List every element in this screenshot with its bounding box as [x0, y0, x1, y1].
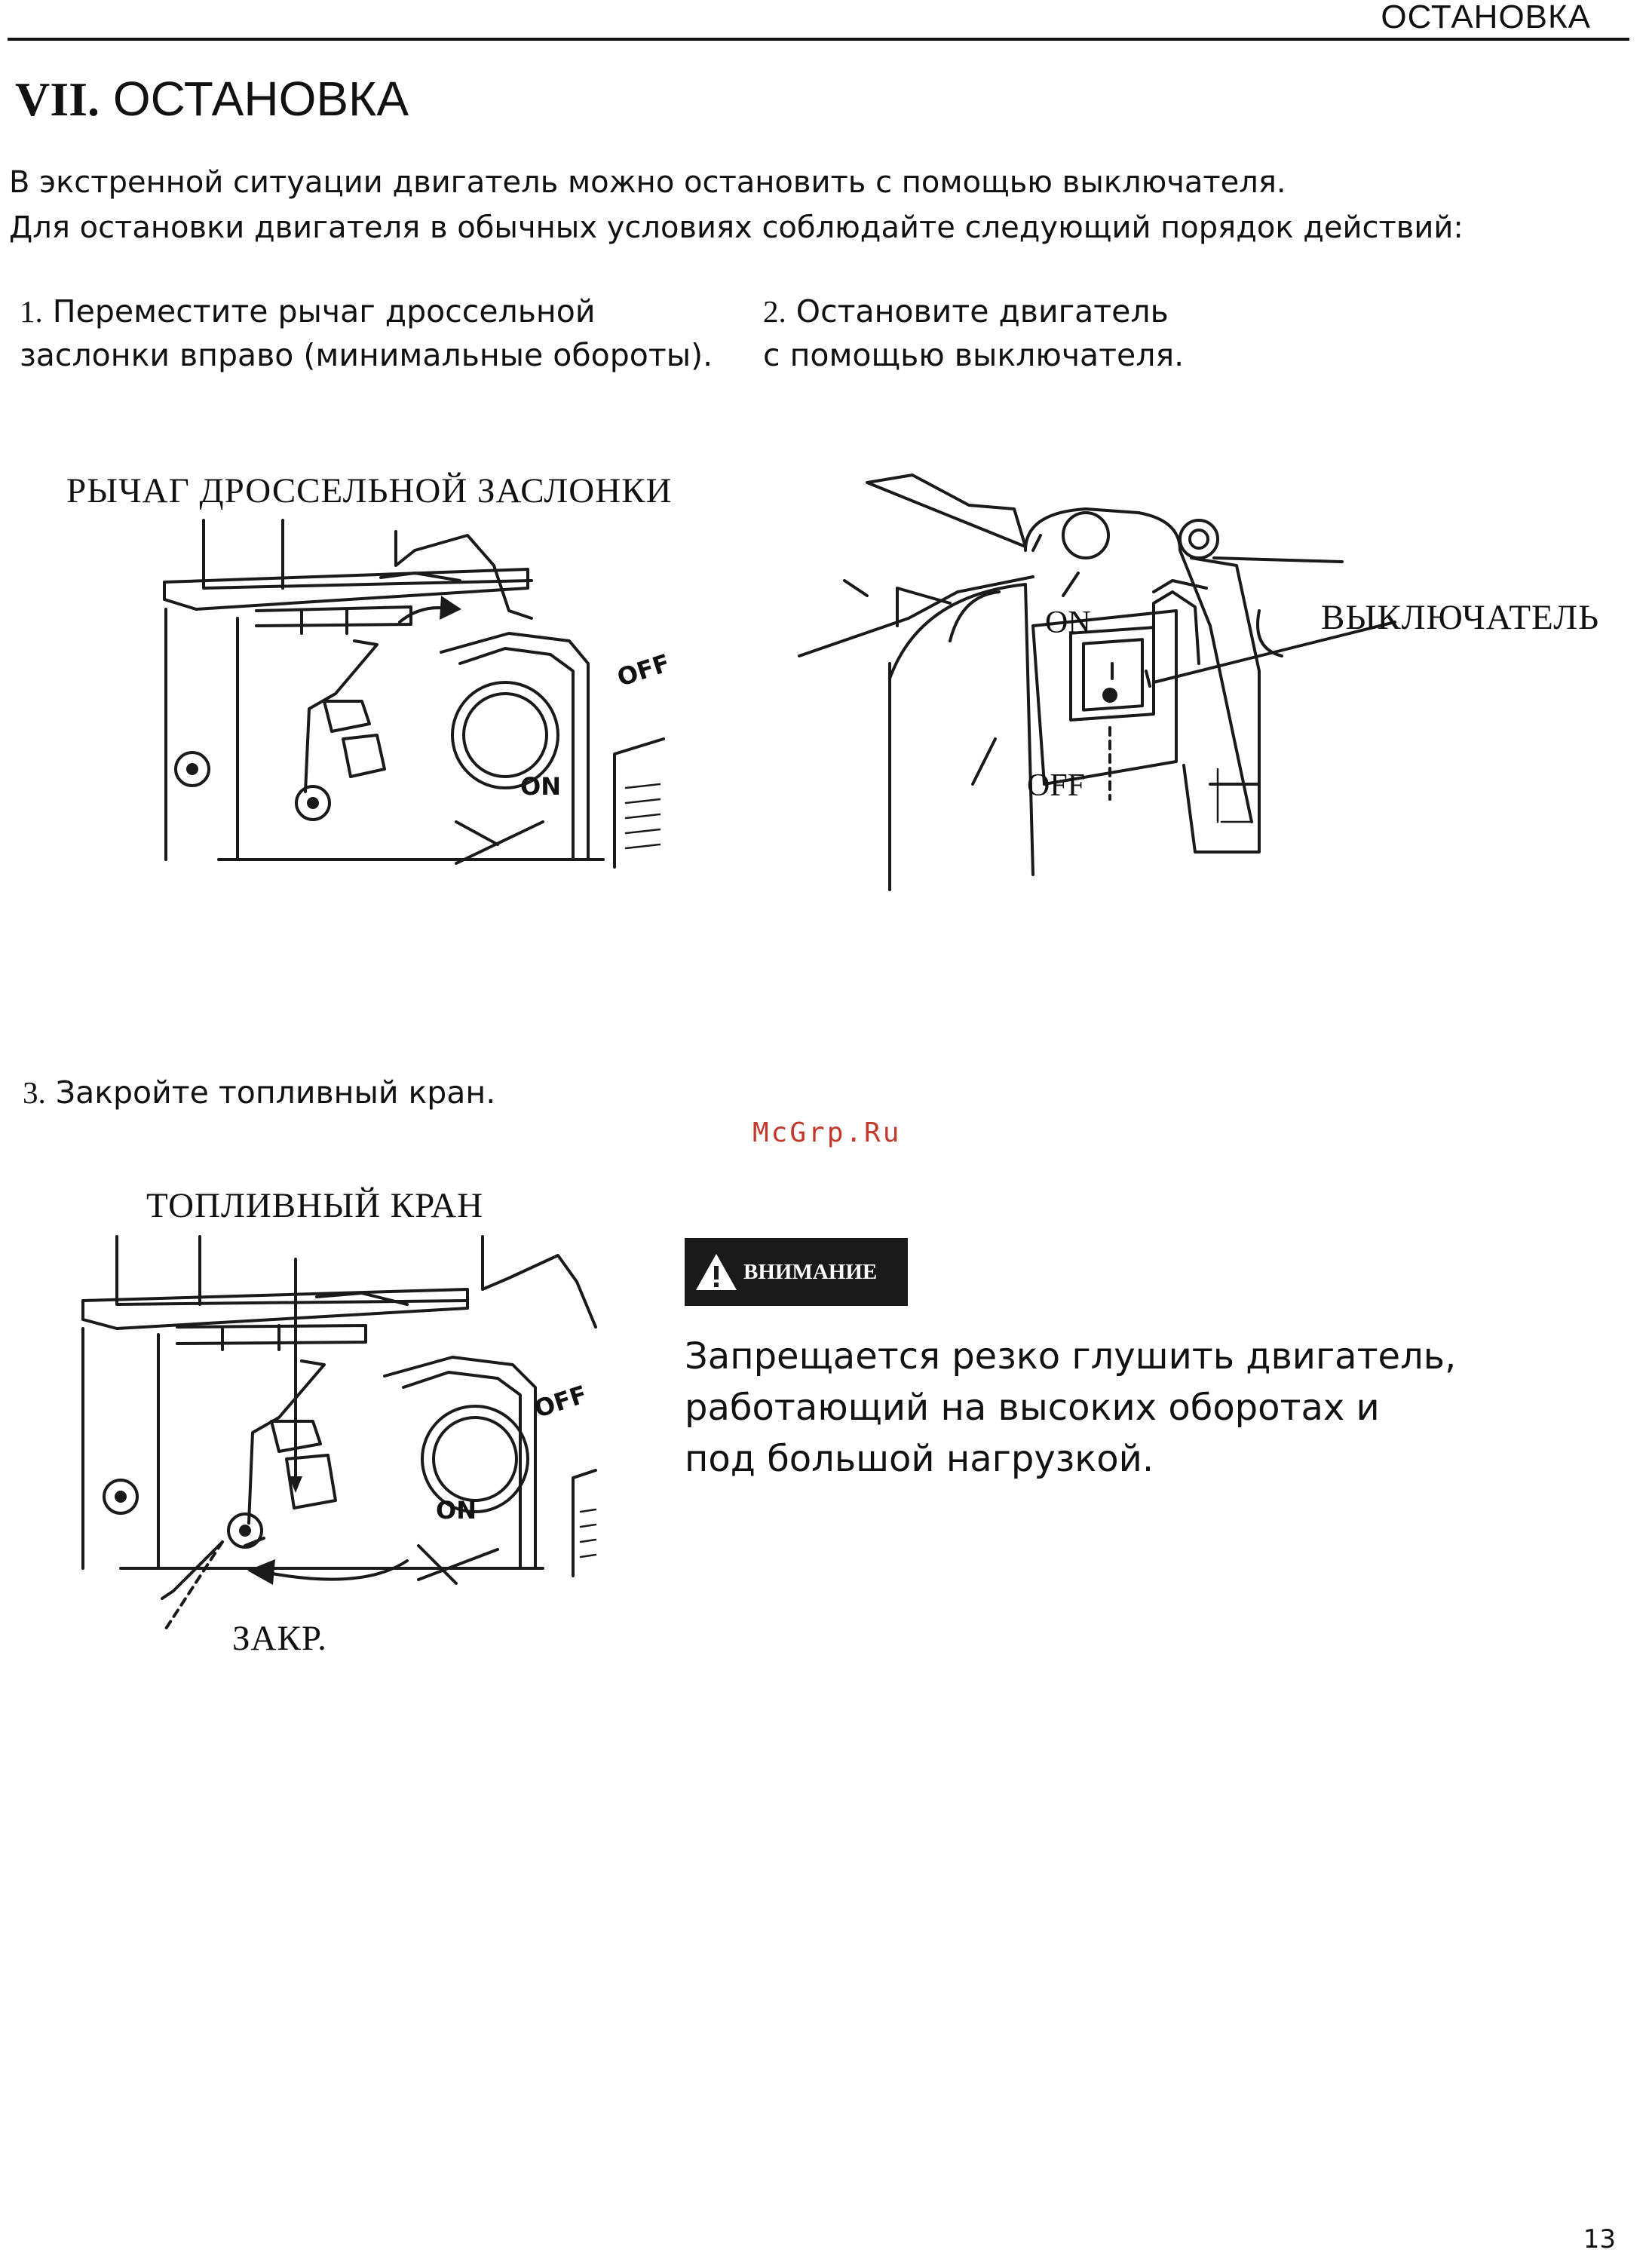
- step-text: Остановите двигатель: [795, 293, 1169, 329]
- throttle-off-mark: OFF: [613, 648, 674, 693]
- header-rule: [8, 38, 1629, 41]
- step-text: Закройте топливный кран.: [55, 1074, 496, 1111]
- switch-label: ВЫКЛЮЧАТЕЛЬ: [1321, 598, 1600, 637]
- warning-text: [685, 1331, 1484, 1485]
- intro-line: В экстренной ситуации двигатель можно остановить с помощью выключателя.: [9, 165, 1286, 200]
- engine-switch-illustration: [799, 467, 1372, 890]
- throttle-on-mark: ON: [520, 772, 561, 801]
- step-2: [763, 290, 1184, 377]
- section-title: ОСТАНОВКА: [112, 72, 409, 126]
- step-number: 2.: [763, 294, 786, 329]
- warning-line: Запрещается резко глушить двигатель,: [685, 1335, 1457, 1378]
- intro-paragraph: [9, 160, 1464, 250]
- step-1: [20, 290, 713, 377]
- fuel-on-mark: ON: [436, 1496, 477, 1525]
- step-number: 3.: [23, 1075, 46, 1110]
- warning-line: работающий на высоких оборотах и: [685, 1387, 1380, 1429]
- fuel-valve-illustration: [75, 1237, 591, 1659]
- switch-on-mark: ON: [1045, 605, 1091, 640]
- intro-line: Для остановки двигателя в обычных условиях соблюдайте следующий порядок действий:: [9, 210, 1464, 245]
- step-text: Переместите рычаг дроссельной: [52, 293, 596, 329]
- switch-off-mark: OFF: [1027, 768, 1086, 803]
- watermark: McGrp.Ru: [752, 1117, 902, 1148]
- page-title: [15, 71, 409, 127]
- warning-badge: [685, 1238, 908, 1306]
- throttle-lever-label: РЫЧАГ ДРОССЕЛЬНОЙ ЗАСЛОНКИ: [66, 471, 673, 510]
- fuel-closed-label: ЗАКР.: [232, 1619, 327, 1658]
- step-text: заслонки вправо (минимальные обороты).: [20, 337, 713, 373]
- running-header: ОСТАНОВКА: [1381, 0, 1591, 35]
- fuel-valve-label: ТОПЛИВНЫЙ КРАН: [146, 1186, 484, 1225]
- warning-badge-text: ВНИМАНИЕ: [743, 1259, 878, 1284]
- warning-triangle-icon: [694, 1251, 739, 1293]
- section-number: VII.: [15, 72, 100, 126]
- step-number: 1.: [20, 294, 43, 329]
- step-text: с помощью выключателя.: [763, 337, 1185, 373]
- fuel-off-mark: OFF: [530, 1379, 591, 1424]
- step-3: [23, 1071, 495, 1114]
- warning-line: под большой нагрузкой.: [685, 1438, 1154, 1480]
- page-number: 13: [1583, 2224, 1616, 2254]
- throttle-lever-illustration: [151, 520, 664, 875]
